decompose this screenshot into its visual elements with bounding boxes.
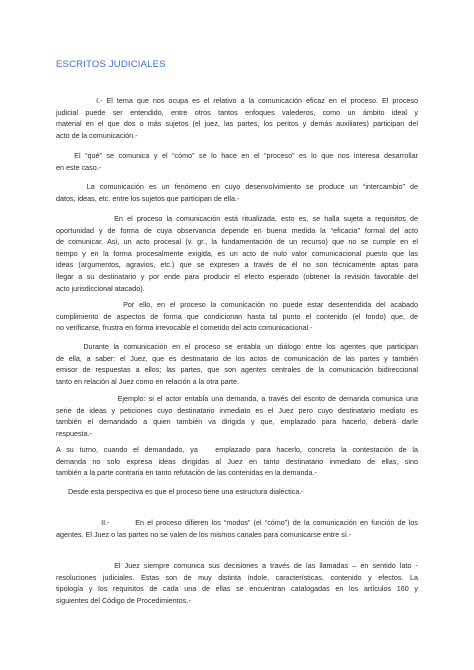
paragraph xyxy=(56,444,418,479)
paragraph xyxy=(56,299,418,334)
text-line: El Juez siempre comunica sus decisiones a través de las llamadas – en sentido lato - xyxy=(56,561,418,570)
text-line: emisor de respuestas a ellos; las partes, que son agentes centrales de la comunicación bidireccional xyxy=(56,365,418,375)
text-line: judicial puede ser entendido, entre otros tantos enfoques valederos, como un ámbito ideal y xyxy=(56,107,418,117)
text-line: de comunicar. Así, un acto procesal (v. gr., la fundamentación de un recurso) que no se cumple en el xyxy=(56,237,418,247)
text-line: Ejemplo: si el actor entabla una demanda, a través del escrito de demanda comunica una xyxy=(56,394,418,403)
paragraph xyxy=(56,150,418,173)
text-line: I.- El tema que nos ocupa es el relativo a la comunicación eficaz en el proceso. El proceso xyxy=(56,96,418,105)
text-line: La comunicación es un fenómeno en cuyo desenvolvimiento se produce un “intercambio” de xyxy=(56,182,418,191)
text-line: oportunidad y de forma de cuya observancia depende en buena medida la “eficacia” formal del acto xyxy=(56,225,418,235)
text-line: El “qué” se comunica y el “cómo” se lo hace en el “proceso” es lo que nos interesa desarrollar xyxy=(56,151,418,160)
text-line: acto jurisdiccional atacado). xyxy=(56,283,145,293)
text-line: material en el que dos o más sujetos (el juez, las partes, los peritos y demás auxiliares) participan del xyxy=(56,119,418,129)
text-line: datos, ideas, etc. entre los sujetos que participan de ella.- xyxy=(56,193,240,203)
text-line: siguientes del Código de Procedimientos.- xyxy=(56,595,191,605)
text-line: tipología y los requisitos de cada una de ellas se encuentran catalogadas en los artículos 160 y xyxy=(56,584,418,594)
text-line: serie de ideas y peticiones cuyo destinatario inmediato es el Juez pero cuyo destinatario mediato es xyxy=(56,405,418,415)
text-line: En el proceso la comunicación está ritualizada, esto es, se halla sujeta a requisitos de xyxy=(56,214,418,223)
paragraph xyxy=(56,95,418,141)
text-line: A su turno, cuando el demandado, ya emplazado para hacerlo, concreta la contestación de la xyxy=(56,445,418,454)
text-line: tanto en relación al Juez como en relación a la otra parte. xyxy=(56,376,239,386)
text-line: no verificarse, frustra en forma irrevocable el cometido del acto comunicacional.- xyxy=(56,323,313,333)
text-line: cumplimiento de aspectos de forma que condicionan hasta tal punto el contenido (el fondo) que, de xyxy=(56,311,418,321)
text-line: ideas (argumentos, agravios, etc.) que se expresen a través de él no son técnicamente aptas para xyxy=(56,260,418,270)
text-line: tiempo y en la forma procesalmente exigida, es un acto de nulo valor comunicacional puesto que las xyxy=(56,248,418,258)
text-line: respuesta.- xyxy=(56,428,92,438)
text-line: Por ello, en el proceso la comunicación no puede estar desentendida del acabado xyxy=(56,300,418,309)
document-title: ESCRITOS JUDICIALES xyxy=(56,59,166,70)
paragraph xyxy=(56,341,418,387)
text-line: también a la parte contraria en tanto refutación de las contenidas en la demanda.- xyxy=(56,468,317,478)
paragraph xyxy=(56,213,418,294)
text-line: Desde esta perspectiva es que el proceso tiene una estructura dialéctica.- xyxy=(56,487,304,496)
text-line: de ella, a saber: el Juez, que es destinatario de los actos de comunicación de las partes y también xyxy=(56,353,418,363)
text-line: también el demandado a quien también va dirigida y que, emplazado para hacerlo, deberá darle xyxy=(56,417,418,427)
paragraph xyxy=(56,517,418,540)
paragraph xyxy=(56,486,418,498)
text-line: acto de la comunicación.- xyxy=(56,130,138,140)
paragraph xyxy=(56,181,418,204)
text-line: demanda no solo expresa ideas dirigidas al Juez en tanto destinatario inmediato de ellas, sino xyxy=(56,456,418,466)
text-line: agentes. El Juez o las partes no se valen de los mismos canales para comunicarse entre sí.- xyxy=(56,529,352,539)
text-line: en este caso.- xyxy=(56,162,102,172)
paragraph xyxy=(56,560,418,606)
text-line: resoluciones judiciales. Estas son de muy distinta índole, características, contenido y efectos. La xyxy=(56,572,418,582)
text-line: llegar a su destinatario y por ende para producir el efecto esperado (obtener la revisión favorable del xyxy=(56,271,418,281)
text-line: Durante la comunicación en el proceso se entabla un diálogo entre los agentes que participan xyxy=(56,342,418,351)
text-line: II.- En el proceso difieren los “modos” (el “cómo”) de la comunicación en función de los xyxy=(56,518,418,527)
paragraph xyxy=(56,393,418,439)
